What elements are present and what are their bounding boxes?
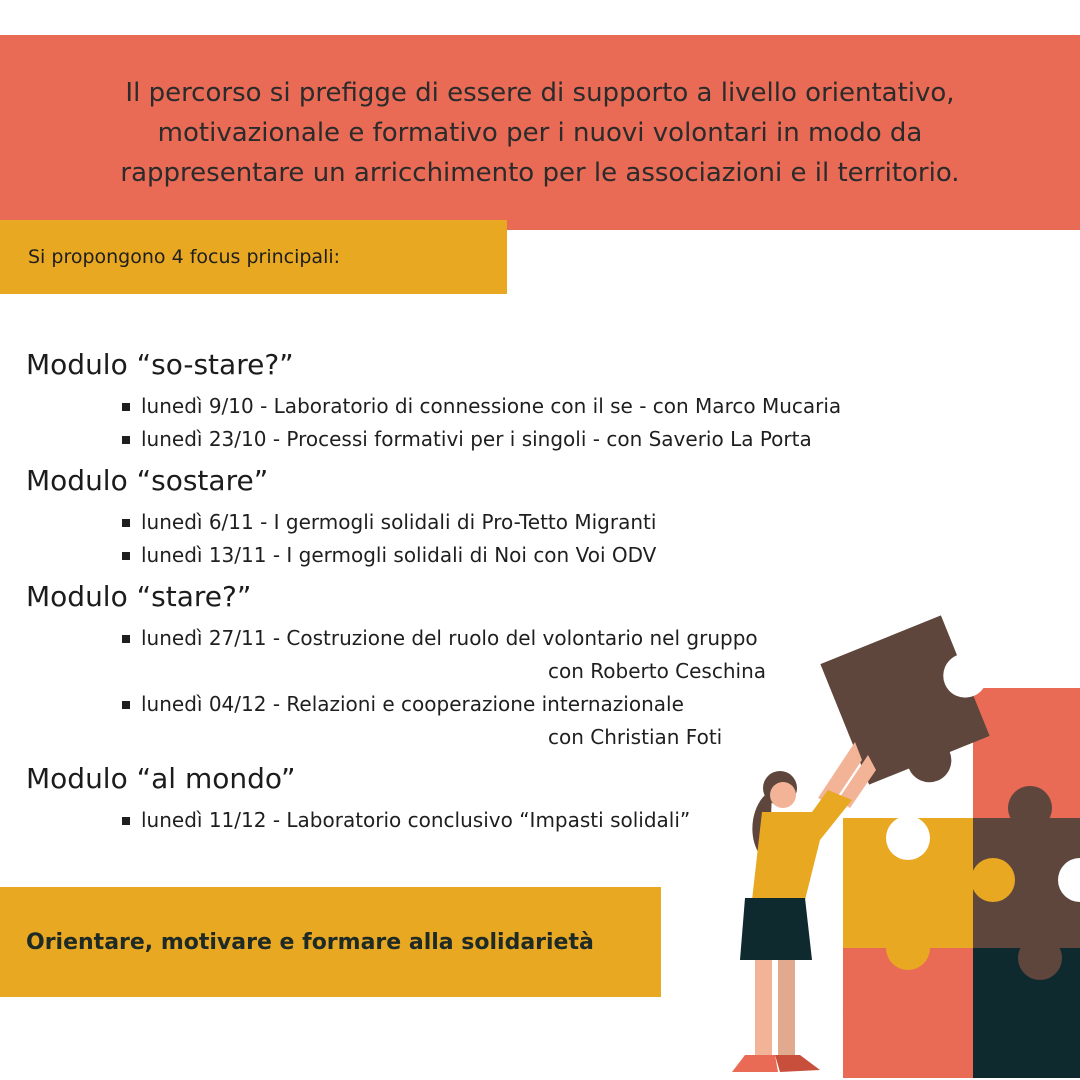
session-item bbox=[26, 390, 946, 423]
bullet-icon bbox=[122, 403, 130, 411]
session-text: lunedì 23/10 - Processi formativi per i singoli - con Saverio La Porta bbox=[141, 427, 812, 451]
session-text: lunedì 6/11 - I germogli solidali di Pro-Tetto Migranti bbox=[141, 510, 657, 534]
session-text: lunedì 04/12 - Relazioni e cooperazione internazionale bbox=[141, 692, 684, 716]
intro-line-3: rappresentare un arricchimento per le associazioni e il territorio. bbox=[120, 157, 960, 188]
module-title-al-mondo: Modulo “al mondo” bbox=[26, 762, 296, 795]
bullet-icon bbox=[122, 701, 130, 709]
bullet-icon bbox=[122, 635, 130, 643]
bullet-icon bbox=[122, 817, 130, 825]
session-speaker: con Roberto Ceschina bbox=[548, 659, 767, 683]
intro-line-2: motivazionale e formativo per i nuovi volontari in modo da bbox=[157, 117, 923, 148]
intro-text bbox=[50, 73, 1030, 193]
bullet-icon bbox=[122, 436, 130, 444]
session-text: lunedì 13/11 - I germogli solidali di Noi con Voi ODV bbox=[141, 543, 657, 567]
intro-banner bbox=[0, 35, 1080, 230]
bullet-icon bbox=[122, 552, 130, 560]
focus-label-bar bbox=[0, 220, 507, 294]
puzzle-illustration bbox=[700, 600, 1080, 1080]
session-item bbox=[26, 539, 946, 572]
intro-line-1: Il percorso si prefigge di essere di supporto a livello orientativo, bbox=[125, 77, 955, 108]
session-text: lunedì 9/10 - Laboratorio di connessione con il se - con Marco Mucaria bbox=[141, 394, 842, 418]
session-item bbox=[26, 423, 946, 456]
session-text: lunedì 11/12 - Laboratorio conclusivo “Impasti solidali” bbox=[141, 808, 691, 832]
slogan-text: Orientare, motivare e formare alla solidarietà bbox=[26, 929, 594, 955]
module-title-sostare: Modulo “sostare” bbox=[26, 464, 269, 497]
module-title-so-stare: Modulo “so-stare?” bbox=[26, 348, 294, 381]
session-speaker: con Christian Foti bbox=[548, 725, 723, 749]
session-item bbox=[26, 506, 946, 539]
module-title-stare: Modulo “stare?” bbox=[26, 580, 252, 613]
session-text: lunedì 27/11 - Costruzione del ruolo del volontario nel gruppo bbox=[141, 626, 758, 650]
focus-label: Si propongono 4 focus principali: bbox=[28, 246, 341, 268]
slogan-bar bbox=[0, 887, 661, 997]
bullet-icon bbox=[122, 519, 130, 527]
